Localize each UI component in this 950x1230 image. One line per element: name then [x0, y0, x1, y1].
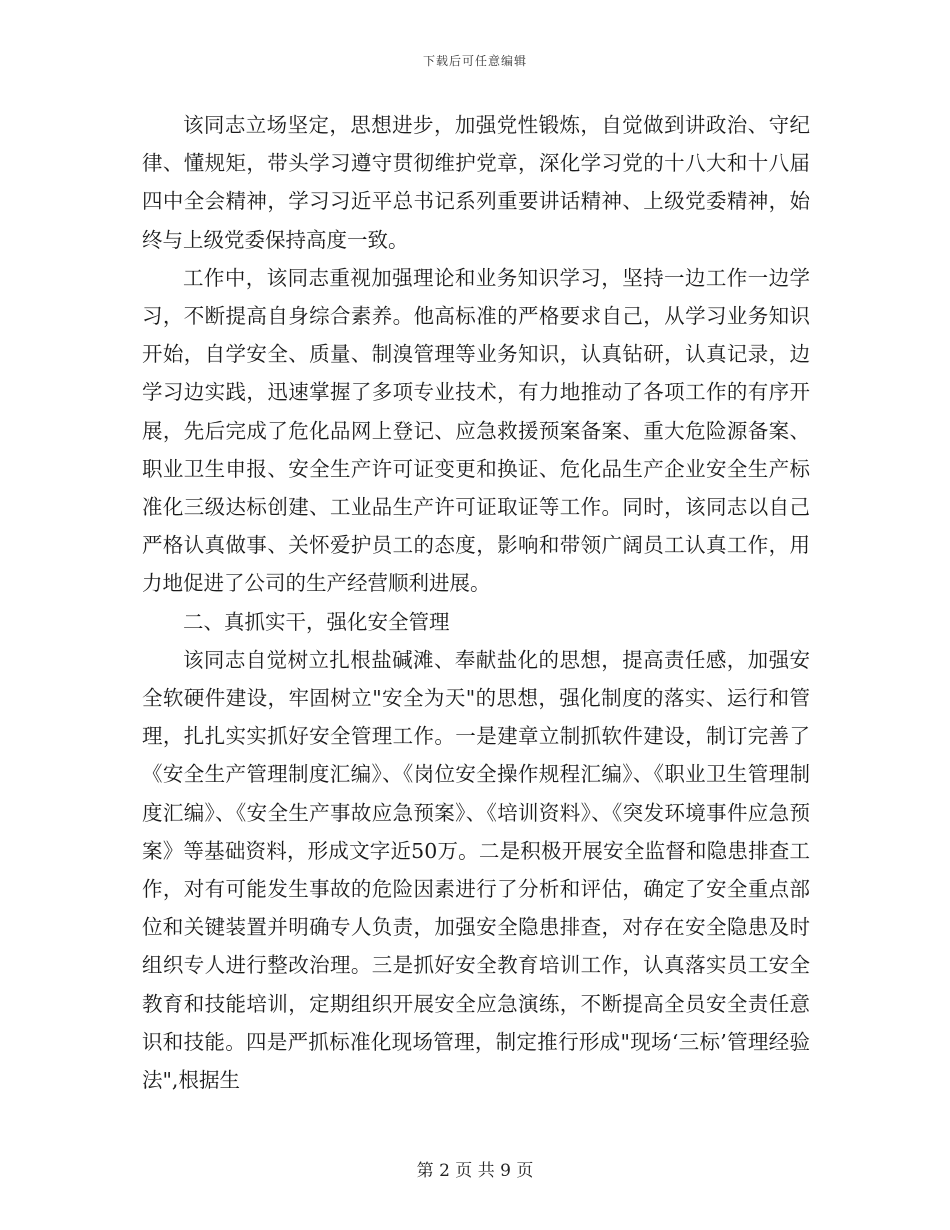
paragraph-political-stance: 该同志立场坚定，思想进步，加强党性锻炼，自觉做到讲政治、守纪律、懂规矩，带头学习遵守贯彻维护党章，深化学习党的十八大和十八届四中全会精神，学习习近平总书记系列重要讲话精神、上级党委精神，始终与上级党委保持高度一致。 [142, 113, 810, 252]
paragraph-safety-management: 该同志自觉树立扎根盐碱滩、奉献盐化的思想，提高责任感，加强安全软硬件建设，牢固树立"安全为天"的思想，强化制度的落实、运行和管理，扎扎实实抓好安全管理工作。一是建章立制抓软件建设，制订完善了《安全生产管理制度汇编》、《岗位安全操作规程汇编》、《职业卫生管理制度汇编》、《安全生产事故应急预案》、《培训资料》、《突发环境事件应急预案》等基础资料，形成文字近50万。二是积极开展安全监督和隐患排查工作，对有可能发生事故的危险因素进行了分析和评估，确定了安全重点部位和关键装置并明确专人负责，加强安全隐患排查，对存在安全隐患及时组织专人进行整改治理。三是抓好安全教育培训工作，认真落实员工安全教育和技能培训，定期组织开展安全应急演练，不断提高全员安全责任意识和技能。四是严抓标准化现场管理，制定推行形成"现场‘三标’管理经验法",根据生 [142, 647, 810, 1093]
section-heading-safety: 二、真抓实干，强化安全管理 [183, 609, 450, 634]
page-number: 第 2 页 共 9 页 [416, 1161, 534, 1181]
paragraph-work-study: 工作中，该同志重视加强理论和业务知识学习，坚持一边工作一边学习，不断提高自身综合素养。他高标准的严格要求自己，从学习业务知识开始，自学安全、质量、制溴管理等业务知识，认真钻研，认真记录，边学习边实践，迅速掌握了多项专业技术，有力地推动了各项工作的有序开展，先后完成了危化品网上登记、应急救援预案备案、重大危险源备案、职业卫生申报、安全生产许可证变更和换证、危化品生产企业安全生产标准化三级达标创建、工业品生产许可证取证等工作。同时，该同志以自己严格认真做事、关怀爱护员工的态度，影响和带领广阔员工认真工作，用力地促进了公司的生产经营顺利进展。 [142, 265, 810, 596]
page-header: 下载后可任意编辑 [422, 54, 527, 68]
document-body [142, 106, 810, 1099]
